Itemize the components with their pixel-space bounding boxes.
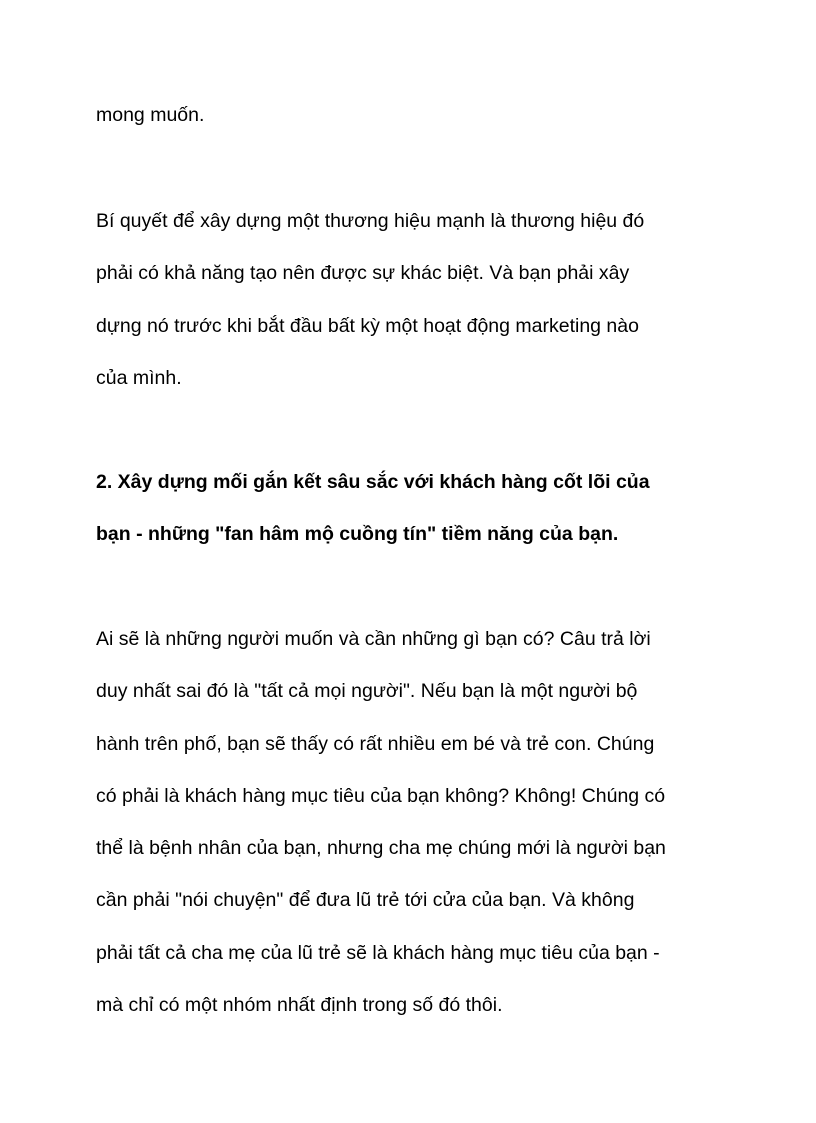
- paragraph-line: mà chỉ có một nhóm nhất định trong số đó thôi.: [96, 994, 503, 1016]
- heading-line: 2. Xây dựng mối gắn kết sâu sắc với khách hàng cốt lõi của: [96, 471, 650, 493]
- paragraph-line: Ai sẽ là những người muốn và cần những gì bạn có? Câu trả lời: [96, 628, 651, 650]
- paragraph-line: hành trên phố, bạn sẽ thấy có rất nhiều em bé và trẻ con. Chúng: [96, 733, 655, 755]
- heading-line: bạn - những "fan hâm mộ cuồng tín" tiềm năng của bạn.: [96, 523, 619, 545]
- paragraph-line: có phải là khách hàng mục tiêu của bạn không? Không! Chúng có: [96, 785, 666, 807]
- paragraph-line: cần phải "nói chuyện" để đưa lũ trẻ tới cửa của bạn. Và không: [96, 889, 635, 911]
- paragraph-line: phải có khả năng tạo nên được sự khác biệt. Và bạn phải xây: [96, 262, 630, 284]
- paragraph-line: duy nhất sai đó là "tất cả mọi người". Nếu bạn là một người bộ: [96, 680, 638, 702]
- paragraph-line: của mình.: [96, 367, 182, 389]
- paragraph-line: thể là bệnh nhân của bạn, nhưng cha mẹ chúng mới là người bạn: [96, 837, 666, 859]
- paragraph-line: dựng nó trước khi bắt đầu bất kỳ một hoạt động marketing nào: [96, 315, 639, 337]
- paragraph-line: mong muốn.: [96, 104, 205, 126]
- paragraph-line: Bí quyết để xây dựng một thương hiệu mạnh là thương hiệu đó: [96, 210, 645, 232]
- paragraph-line: phải tất cả cha mẹ của lũ trẻ sẽ là khách hàng mục tiêu của bạn -: [96, 942, 660, 964]
